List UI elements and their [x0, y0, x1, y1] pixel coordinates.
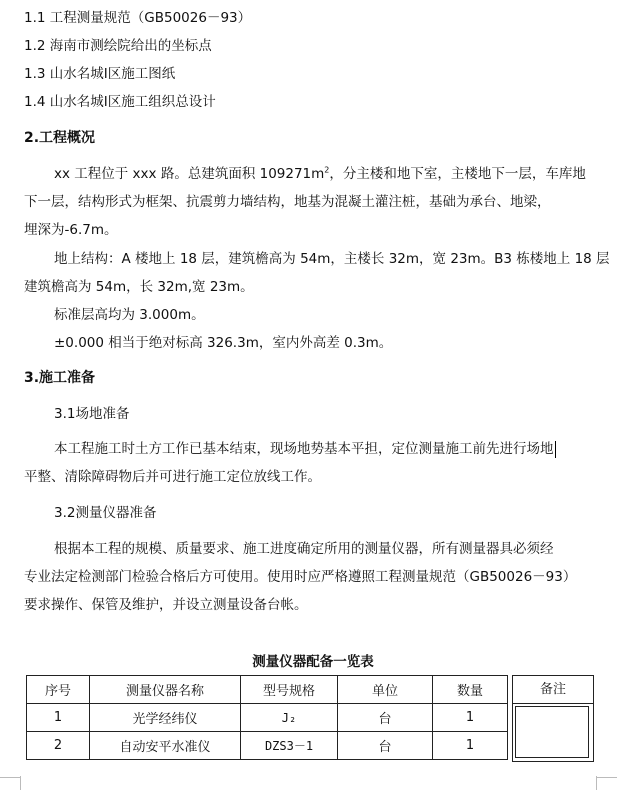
text-run: ，分主楼和地下室，主楼地下一层，车库地	[329, 166, 586, 182]
page-corner-mark	[0, 777, 20, 778]
table-cell: 1	[433, 732, 508, 760]
table-cell: 1	[27, 704, 90, 732]
reference-number: 1.2	[24, 38, 46, 54]
superscript: 2	[324, 165, 330, 175]
instrument-paragraph-line: 要求操作、保管及维护，并设立测量设备台帐。	[24, 597, 308, 613]
subsection-heading-instruments: 3.2测量仪器准备	[54, 505, 157, 521]
reference-text: 海南市测绘院给出的坐标点	[49, 38, 212, 54]
page-corner-mark	[596, 776, 615, 790]
table-row	[27, 732, 508, 760]
table-cell: J₂	[241, 704, 338, 732]
table-row	[27, 704, 508, 732]
table-title: 测量仪器配备一览表	[252, 654, 374, 670]
reference-text: 工程测量规范（GB50026－93）	[49, 10, 252, 26]
reference-item-1	[24, 8, 251, 28]
remark-header: 备注	[513, 676, 593, 704]
table-header-cell: 测量仪器名称	[90, 676, 241, 704]
overview-paragraph-line	[54, 164, 586, 184]
remark-cell	[515, 706, 589, 758]
table-cell: DZS3－1	[241, 732, 338, 760]
reference-item-3	[24, 64, 175, 84]
instrument-paragraph-line: 根据本工程的规模、质量要求、施工进度确定所用的测量仪器，所有测量器具必须经	[54, 541, 554, 557]
reference-text: 山水名城Ⅰ区施工图纸	[49, 66, 176, 82]
reference-number: 1.1	[24, 10, 46, 26]
subsection-heading-site: 3.1场地准备	[54, 406, 130, 422]
reference-number: 1.4	[24, 94, 46, 110]
floor-height-line: 标准层高均为 3.000m。	[54, 307, 205, 323]
reference-number: 1.3	[24, 66, 46, 82]
table-header-cell: 数量	[433, 676, 508, 704]
table-cell: 1	[433, 704, 508, 732]
table-header-cell: 序号	[27, 676, 90, 704]
structure-paragraph-line: 地上结构：A 楼地上 18 层，建筑檐高为 54m，主楼长 32m，宽 23m。B3 栋楼地上 18 层	[54, 251, 610, 267]
table-cell: 台	[338, 732, 433, 760]
page-corner-mark	[597, 777, 617, 778]
remark-column	[512, 675, 594, 762]
overview-paragraph-line: 下一层，结构形式为框架、抗震剪力墙结构，地基为混凝土灌注桩，基础为承台、地梁，	[24, 194, 551, 210]
site-paragraph-line: 平整、清除障碍物后并可进行施工定位放线工作。	[24, 469, 321, 485]
reference-item-4	[24, 92, 216, 112]
table-header-cell: 单位	[338, 676, 433, 704]
site-paragraph-line	[54, 439, 556, 459]
table-header-cell: 型号规格	[241, 676, 338, 704]
overview-paragraph-line: 埋深为-6.7m。	[24, 222, 118, 238]
reference-item-2	[24, 36, 212, 56]
section-heading-overview: 2.工程概况	[24, 130, 96, 146]
table-cell: 2	[27, 732, 90, 760]
table-cell: 光学经纬仪	[90, 704, 241, 732]
equipment-table	[26, 675, 508, 760]
instrument-paragraph-line: 专业法定检测部门检验合格后方可使用。使用时应严格遵照工程测量规范（GB50026－93）	[24, 569, 577, 585]
table-cell: 台	[338, 704, 433, 732]
page-corner-mark	[2, 776, 21, 790]
text-cursor	[555, 441, 556, 458]
reference-text: 山水名城Ⅰ区施工组织总设计	[49, 94, 216, 110]
table-header-row	[27, 676, 508, 704]
section-heading-preparation: 3.施工准备	[24, 370, 96, 386]
table-cell: 自动安平水准仪	[90, 732, 241, 760]
structure-paragraph-line: 建筑檐高为 54m，长 32m,宽 23m。	[24, 279, 254, 295]
elevation-line: ±0.000 相当于绝对标高 326.3m，室内外高差 0.3m。	[54, 335, 393, 351]
text-run: xx 工程位于 xxx 路。总建筑面积 109271m	[54, 166, 325, 182]
text-run: 本工程施工时土方工作已基本结束，现场地势基本平担，定位测量施工前先进行场地	[54, 441, 554, 457]
